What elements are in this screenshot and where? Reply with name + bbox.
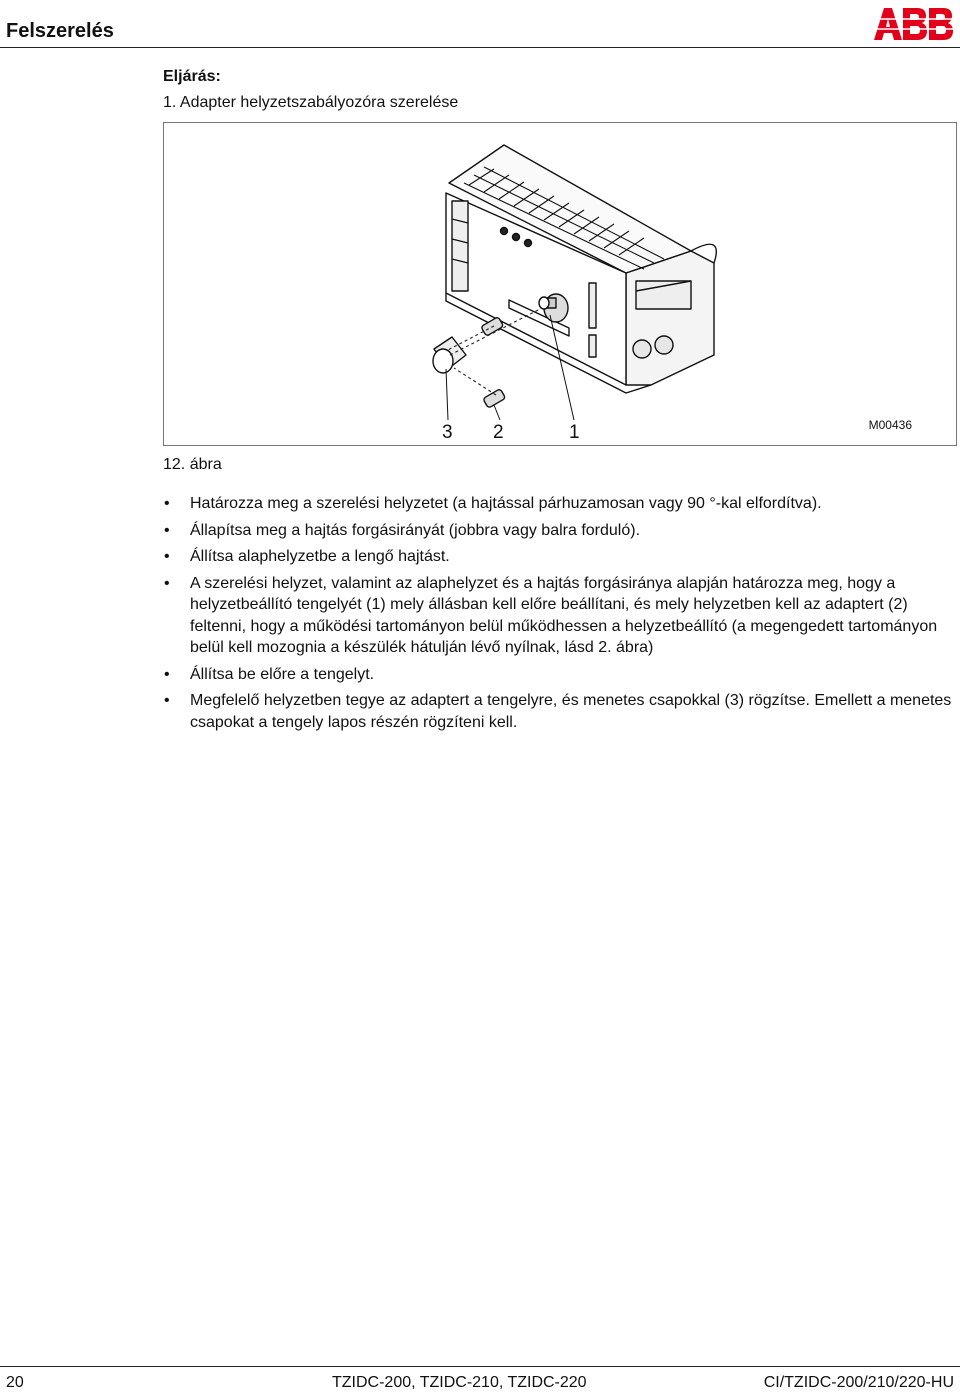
callout-1: 1: [569, 422, 580, 443]
callout-3: 3: [442, 422, 453, 443]
bullet-icon: •: [164, 574, 170, 592]
instruction-list: [163, 493, 953, 738]
page-number: 20: [6, 1374, 24, 1391]
figure-frame: [163, 122, 957, 446]
figure-caption: 12. ábra: [163, 456, 222, 473]
figure-code: M00436: [868, 418, 912, 432]
section-title: Felszerelés: [6, 20, 114, 42]
bullet-icon: •: [164, 665, 170, 683]
list-item: • Állapítsa meg a hajtás forgásirányát (jobbra vagy balra forduló).: [163, 520, 953, 542]
callout-2: 2: [493, 422, 504, 443]
procedure-label: Eljárás:: [163, 68, 221, 85]
step-title: 1. Adapter helyzetszabályozóra szerelése: [163, 94, 459, 111]
list-item: • Állítsa alaphelyzetbe a lengő hajtást.: [163, 546, 953, 568]
bullet-icon: •: [164, 548, 170, 565]
list-item: • Megfelelő helyzetben tegye az adaptert a tengelyre, és menetes csapokkal (3) rögzítse. Emellett a menetes csapokat a tengely lapos részén rögzíteni kell.: [164, 692, 952, 731]
footer-divider: [0, 1366, 960, 1367]
footer-models: TZIDC-200, TZIDC-210, TZIDC-220: [332, 1374, 587, 1391]
positioner-illustration: [164, 123, 956, 445]
list-item: • A szerelési helyzet, valamint az alaphelyzet és a hajtás forgásiránya alapján határozza meg, hogy a helyzetbeállító tengelyét (1) mely állásban kell előre beállítani, és mely helyzetben kell az adaptert (2) feltenni, hogy a működési tartományon belül működhessen a helyzetbeállító (a megengedett tartományon belül kell mozognia a készülék hátulján lévő nyílnak, lásd 2. ábra): [164, 574, 938, 656]
bullet-icon: •: [164, 495, 170, 512]
bullet-icon: •: [164, 521, 170, 539]
footer-doc-id: CI/TZIDC-200/210/220-HU: [763, 1374, 954, 1391]
header-divider: [0, 47, 960, 48]
list-item: • Határozza meg a szerelési helyzetet (a hajtással párhuzamosan vagy 90 °-kal elfordítva).: [163, 493, 953, 515]
abb-logo: [872, 6, 956, 42]
list-item: • Állítsa be előre a tengelyt.: [163, 664, 953, 686]
bullet-icon: •: [164, 692, 170, 709]
